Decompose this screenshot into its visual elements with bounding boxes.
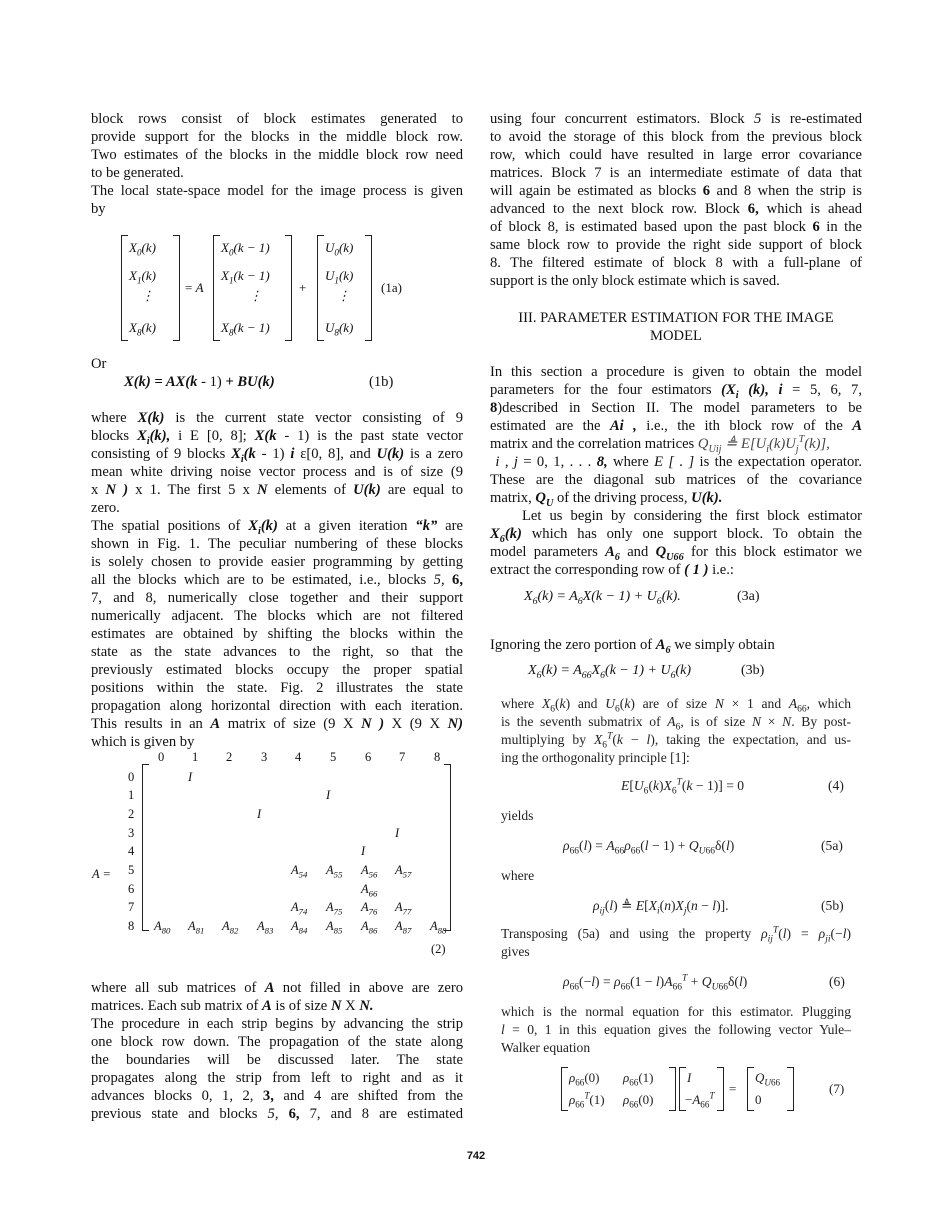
text-line: shown in Fig. 1. The peculiar numbering of these blocks	[91, 536, 463, 552]
text-line: one block row down. The propagation of the state along	[91, 1034, 463, 1050]
matrix-entry: $A_{56}$	[361, 863, 378, 880]
column-index: 6	[365, 750, 372, 764]
text-line: blocks $X_i(k)$, i E [0, 8]; X(k - 1) is the past state vector	[91, 428, 463, 447]
text-line: to avoid the storage of this block from the previous block	[490, 129, 862, 145]
eq-cell: ⋮	[249, 288, 262, 303]
bracket-left	[747, 1067, 754, 1111]
text-line: multiplying by $X_6^T(k - l)$, taking the expectation, and us-	[501, 731, 851, 751]
equation-label: (3a)	[737, 589, 760, 604]
text-line: support is the only block estimate which is saved.	[490, 273, 780, 289]
eq-cell: $\rho_{66}(1)$	[623, 1070, 654, 1088]
equation-3a: $X_6(k) = A_6X(k - 1) + U_6(k)$.	[524, 589, 681, 607]
equation-7	[561, 1067, 851, 1117]
text-line: 8. The filtered estimate of block 8 with a full-plane of	[490, 255, 862, 271]
matrix-entry: I	[257, 807, 262, 821]
eq-cell: $U_8(k)$	[325, 320, 354, 338]
text-line: estimated are the Ai , i.e., the ith block row of the A	[490, 418, 862, 434]
matrix-entry: $A_{80}$	[154, 919, 171, 936]
matrix-entry: $A_{84}$	[291, 919, 308, 936]
text-line: This results in an A matrix of size (9 X N ) X (9 X N)	[91, 716, 463, 732]
text-line: 7, and 8, numerically close together and their support	[91, 590, 463, 606]
text-line: block rows consist of block estimates generated to	[91, 111, 463, 127]
text-line: matrices. Block 7 is an intermediate estimate of data that	[490, 165, 862, 181]
matrix-entry: $A_{77}$	[395, 900, 412, 917]
text-line: Let us begin by considering the first block estimator	[522, 508, 862, 524]
equation-2-matrix	[86, 748, 466, 963]
row-index: 0	[128, 770, 135, 784]
bracket-left	[121, 235, 128, 341]
text-line: previously estimated blocks occupy the proper spatial	[91, 662, 463, 678]
text-line: mean white driving noise vector process and is of size (9	[91, 464, 463, 480]
text-line: Or	[91, 356, 107, 372]
text-line: zero.	[91, 500, 120, 516]
matrix-entry: $A_{81}$	[188, 919, 205, 936]
matrix-entry: $A_{82}$	[222, 919, 239, 936]
text-line: previous state and blocks 5, 6, 7, and 8 are estimated	[91, 1106, 463, 1122]
matrix-entry: $A_{55}$	[326, 863, 343, 880]
eq-cell: $U_0(k)$	[325, 240, 354, 258]
bracket-left	[317, 235, 324, 341]
column-index: 2	[226, 750, 233, 764]
equation-label: (1a)	[381, 280, 402, 295]
column-index: 5	[330, 750, 337, 764]
eq-cell: $X_0(k - 1)$	[221, 240, 270, 258]
text-line: positions within the state. Fig. 2 illustrates the state	[91, 680, 463, 696]
eq-cell: $\rho_{66}^T(1)$	[569, 1090, 605, 1110]
matrix-entry: I	[326, 788, 331, 802]
text-line: Two estimates of the blocks in the middle block row need	[91, 147, 463, 163]
bracket-left	[213, 235, 220, 341]
text-line: The local state-space model for the image process is given	[91, 183, 463, 199]
column-index: 7	[399, 750, 406, 764]
eq-cell: $X_1(k - 1)$	[221, 268, 270, 286]
matrix-entry: I	[188, 770, 193, 784]
text-line: Walker equation	[501, 1040, 591, 1055]
text-line: row, which could have resulted in large error covariance	[490, 147, 862, 163]
text-line: provide support for the blocks in the middle block row.	[91, 129, 463, 145]
text-line: propagation along horizontal direction with each iteration.	[91, 698, 463, 714]
matrix-entry: I	[395, 826, 400, 840]
text-line: parameters for the four estimators ($X_i$ (k), i = 5, 6, 7,	[490, 382, 862, 401]
eq-operator: +	[299, 280, 307, 295]
matrix-entry: $A_{85}$	[326, 919, 343, 936]
text-line: which is the normal equation for this estimator. Plugging	[501, 1004, 851, 1019]
text-line: matrix, $Q_U$ of the driving process, U(k).	[490, 490, 723, 509]
bracket-right	[717, 1067, 724, 1111]
equation-label: (5a)	[821, 838, 843, 853]
eq-cell: $\rho_{66}(0)$	[623, 1092, 654, 1110]
matrix-entry: $A_{76}$	[361, 900, 378, 917]
eq-cell: $Q_{U66}$	[755, 1070, 781, 1088]
text-line: using four concurrent estimators. Block 5 is re-estimated	[490, 111, 862, 127]
equation-label: (1b)	[369, 374, 394, 390]
text-line: to be generated.	[91, 165, 184, 181]
eq-cell: $-A_{66}^T$	[685, 1090, 715, 1110]
text-line: will again be estimated as blocks 6 and 8 when the strip is	[490, 183, 862, 199]
bracket-left	[142, 764, 149, 931]
equation-1a	[121, 235, 421, 345]
text-line: ing the orthogonality principle [1]:	[501, 750, 690, 765]
eq-cell: $X_0(k)$	[129, 240, 156, 258]
text-line: which is given by	[91, 734, 195, 750]
text-line: where	[501, 868, 535, 883]
matrix-entry: $A_{87}$	[395, 919, 412, 936]
text-line: 8)described in Section II. The model parameters to be	[490, 400, 862, 416]
eq-cell: ⋮	[141, 288, 154, 303]
text-line: i , j = 0, 1, . . . 8, where E [ . ] is the expectation operator.	[495, 454, 862, 470]
equation-label: (3b)	[741, 663, 765, 678]
row-index: 4	[128, 844, 135, 858]
text-line: Transposing (5a) and using the property $\rho_{ij}^T(l) = \rho_{ji}(-l)$	[501, 925, 851, 945]
text-line: yields	[501, 808, 534, 823]
row-index: 1	[128, 788, 135, 802]
matrix-entry: I	[361, 844, 366, 858]
matrix-entry: $A_{75}$	[326, 900, 343, 917]
eq-cell: $X_1(k)$	[129, 268, 156, 286]
text-line: numerically adjacent. The blocks which are not filtered	[91, 608, 463, 624]
text-line: The procedure in each strip begins by advancing the strip	[91, 1016, 463, 1032]
text-line: same block row to provide the right side support of block	[490, 237, 862, 253]
bracket-right	[365, 235, 372, 341]
bracket-left	[561, 1067, 568, 1111]
text-line: In this section a procedure is given to obtain the model	[490, 364, 862, 380]
equation-5a: $\rho_{66}(l) = A_{66}\rho_{66}(l - 1) + Q_{U66}\delta(l)$	[563, 838, 735, 857]
text-line: all the blocks which are to be estimated, i.e., blocks 5, 6,	[91, 572, 463, 588]
eq-operator: =	[729, 1081, 737, 1096]
text-line: of block 8, is estimated based upon the past block 6 in the	[490, 219, 863, 235]
equation-label: (4)	[828, 778, 844, 793]
row-index: 2	[128, 807, 135, 821]
text-line: extract the corresponding row of ( 1 ) i.e.:	[490, 562, 734, 578]
text-line: matrix and the correlation matrices $Q_{Uij}$ ≜ $E[U_i(k)U_j^T(k)]$,	[490, 434, 830, 455]
eq-cell: I	[687, 1070, 692, 1085]
text-line: l = 0, 1 in this equation gives the following vector Yule–	[501, 1022, 851, 1037]
equation-6: $\rho_{66}(-l) = \rho_{66}(1 - l)A_{66}^T + Q_{U66}\delta(l)$	[563, 973, 748, 993]
column-index: 8	[434, 750, 441, 764]
equation-1b: X(k) = AX(k - 1) + BU(k)	[124, 374, 275, 390]
matrix-entry: $A_{86}$	[361, 919, 378, 936]
text-line: estimates are obtained by shifting the blocks within the	[91, 626, 463, 642]
row-index: 8	[128, 919, 135, 933]
eq-cell: 0	[755, 1092, 762, 1107]
matrix-lhs: A =	[92, 867, 111, 881]
text-line: model parameters $A_6$ and $Q_{U66}$ for this block estimator we	[490, 544, 862, 563]
text-line: The spatial positions of $X_i(k)$ at a given iteration “k” are	[91, 518, 463, 537]
matrix-entry: $A_{66}$	[361, 882, 378, 899]
matrix-entry: $A_{88}$	[430, 919, 447, 936]
column-index: 1	[192, 750, 199, 764]
row-index: 7	[128, 900, 135, 914]
bracket-right	[285, 235, 292, 341]
equation-label: (6)	[829, 974, 845, 989]
text-line: where $X_6(k)$ and $U_6(k)$ are of size N × 1 and $A_{66}$, which	[501, 696, 852, 715]
equation-label: (5b)	[821, 898, 844, 913]
equation-label: (7)	[829, 1081, 845, 1096]
text-line: $X_6(k)$ which has only one support block. To obtain the	[490, 526, 862, 545]
text-line: is the seventh submatrix of $A_6$, is of size N × N. By post-	[501, 714, 851, 733]
column-index: 3	[261, 750, 268, 764]
text-line: by	[91, 201, 106, 217]
eq-cell: $X_8(k)$	[129, 320, 156, 338]
row-index: 5	[128, 863, 135, 877]
text-line: the boundaries will be discussed later. The state	[91, 1052, 463, 1068]
matrix-entry: $A_{74}$	[291, 900, 308, 917]
section-heading: III. PARAMETER ESTIMATION FOR THE IMAGE	[518, 310, 834, 326]
section-heading: MODEL	[650, 328, 702, 344]
column-index: 4	[295, 750, 302, 764]
text-line: matrices. Each sub matrix of A is of size N X N.	[91, 998, 374, 1014]
text-line: consisting of 9 blocks $X_i(k - 1)$ i ε[0, 8], and U(k) is a zero	[91, 446, 463, 465]
column-index: 0	[158, 750, 165, 764]
text-line: propagates along the strip from left to right and as it	[91, 1070, 463, 1086]
text-line: is solely chosen to provide easier programming by getting	[91, 554, 463, 570]
equation-3b: $X_6(k) = A_{66}X_6(k - 1) + U_6(k)$	[528, 663, 692, 681]
equation-5b: $\rho_{ij}(l)$ ≜ $E[X_i(n)X_j(n - l)]$.	[593, 898, 729, 917]
text-line: These are the diagonal sub matrices of the covariance	[490, 472, 862, 488]
eq-cell: $\rho_{66}(0)$	[569, 1070, 600, 1088]
matrix-entry: $A_{83}$	[257, 919, 274, 936]
eq-cell: $X_8(k - 1)$	[221, 320, 270, 338]
bracket-right	[669, 1067, 676, 1111]
text-line: where X(k) is the current state vector consisting of 9	[91, 410, 463, 426]
matrix-entry: $A_{54}$	[291, 863, 308, 880]
eq-cell: ⋮	[337, 288, 350, 303]
text-line: advances blocks 0, 1, 2, 3, and 4 are shifted from the	[91, 1088, 463, 1104]
equation-4: $E[U_6(k)X_6^T(k - 1)] = 0$	[621, 777, 745, 797]
row-index: 3	[128, 826, 135, 840]
text-line: x N ) x 1. The first 5 x N elements of U(k) are equal to	[91, 482, 463, 498]
bracket-right	[444, 764, 451, 931]
page-number: 742	[466, 1150, 486, 1162]
text-line: state as the state advances to the right, so that the	[91, 644, 463, 660]
matrix-entry: $A_{57}$	[395, 863, 412, 880]
eq-cell: $U_1(k)$	[325, 268, 354, 286]
bracket-right	[173, 235, 180, 341]
text-line: gives	[501, 944, 530, 959]
eq-operator: = A	[185, 280, 204, 295]
equation-label: (2)	[431, 942, 446, 956]
text-line: advanced to the next block row. Block 6, which is ahead	[490, 201, 863, 217]
row-index: 6	[128, 882, 135, 896]
bracket-right	[787, 1067, 794, 1111]
text-line: where all sub matrices of A not filled in above are zero	[91, 980, 463, 996]
text-line: Ignoring the zero portion of $A_6$ we simply obtain	[490, 637, 775, 656]
